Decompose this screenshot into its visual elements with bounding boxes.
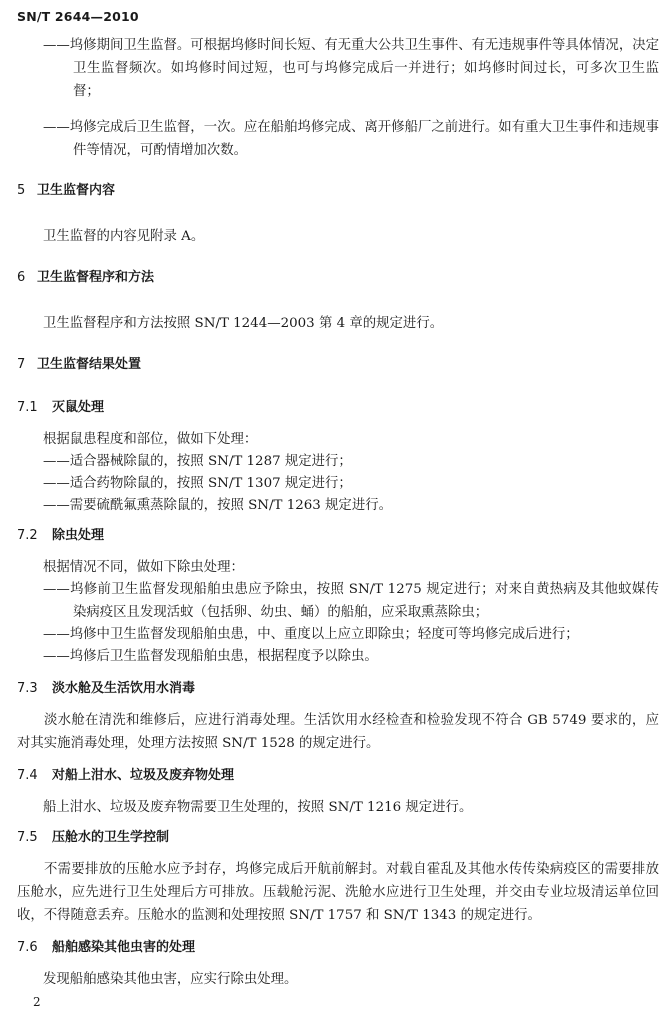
intro-item-1: ——坞修期间卫生监督。可根据坞修时间长短、有无重大公共卫生事件、有无违规事件等具体情况，决定卫生监督频次。如坞修时间过短，也可与坞修完成后一并进行；如坞修时间过长，可多次卫生监督；	[43, 38, 659, 99]
section-title: 除虫处理	[52, 528, 105, 543]
section-7-3-heading	[17, 679, 195, 699]
section-title: 灭鼠处理	[52, 400, 105, 415]
section-7-1-heading	[17, 398, 104, 418]
section-7-1-item-1: ——适合器械除鼠的，按照 SN/T 1287 规定进行；	[43, 454, 352, 469]
section-number: 7.3	[17, 681, 38, 696]
section-number: 7	[17, 357, 26, 372]
section-7-1-item-2: ——适合药物除鼠的，按照 SN/T 1307 规定进行；	[43, 476, 352, 491]
section-title: 卫生监督内容	[37, 183, 116, 198]
section-5-heading	[17, 181, 115, 201]
section-7-4-text: 船上泔水、垃圾及废弃物需要卫生处理的，按照 SN/T 1216 规定进行。	[43, 800, 473, 815]
section-7-heading	[17, 355, 141, 375]
section-7-6-text: 发现船舶感染其他虫害，应实行除虫处理。	[43, 972, 298, 987]
section-6-text: 卫生监督程序和方法按照 SN/T 1244—2003 第 4 章的规定进行。	[43, 316, 444, 331]
section-title: 船舶感染其他虫害的处理	[52, 940, 196, 955]
section-title: 对船上泔水、垃圾及废弃物处理	[52, 768, 235, 783]
section-title: 卫生监督结果处置	[37, 357, 142, 372]
section-number: 7.5	[17, 830, 38, 845]
section-7-2-item-2: ——坞修中卫生监督发现船舶虫患，中、重度以上应立即除虫；轻度可等坞修完成后进行；	[43, 627, 579, 642]
section-number: 7.2	[17, 528, 38, 543]
section-7-2-lead: 根据情况不同，做如下除虫处理：	[43, 560, 244, 575]
section-7-3-text: 淡水舱在清洗和维修后，应进行消毒处理。生活饮用水经检查和检验发现不符合 GB 5749 要求的，应对其实施消毒处理，处理方法按照 SN/T 1528 的规定进行。	[17, 713, 659, 751]
section-7-2-heading	[17, 526, 104, 546]
section-title: 压舱水的卫生学控制	[52, 830, 170, 845]
section-7-1-item-3: ——需要硫酰氟熏蒸除鼠的，按照 SN/T 1263 规定进行。	[43, 498, 392, 513]
section-number: 6	[17, 270, 26, 285]
section-7-1-lead: 根据鼠患程度和部位，做如下处理：	[43, 432, 258, 447]
section-number: 7.1	[17, 400, 38, 415]
section-number: 7.6	[17, 940, 38, 955]
intro-item-2: ——坞修完成后卫生监督，一次。应在船舶坞修完成、离开修船厂之前进行。如有重大卫生事件和违规事件等情况，可酌情增加次数。	[43, 120, 659, 158]
section-5-text: 卫生监督的内容见附录 A。	[43, 229, 205, 244]
section-7-2-item-1: ——坞修前卫生监督发现船舶虫患应予除虫，按照 SN/T 1275 规定进行；对来自黄热病及其他蚊媒传染病疫区且发现活蚊（包括卵、幼虫、蛹）的船舶，应采取熏蒸除虫；	[43, 582, 659, 620]
section-title: 卫生监督程序和方法	[37, 270, 155, 285]
page-number: 2	[33, 995, 41, 1009]
section-7-2-item-3: ——坞修后卫生监督发现船舶虫患，根据程度予以除虫。	[43, 649, 378, 664]
standard-code-header: SN/T 2644—2010	[17, 9, 139, 24]
section-7-4-heading	[17, 766, 234, 786]
section-number: 5	[17, 183, 26, 198]
section-7-5-text: 不需要排放的压舱水应予封存，坞修完成后开航前解封。对载自霍乱及其他水传传染病疫区的需要排放压舱水，应先进行卫生处理后方可排放。压载舱污泥、洗舱水应进行卫生处理，并交由专业垃圾清运单位回收，不得随意丢弃。压舱水的监测和处理按照 SN/T 1757 和 SN/T 1343 的规定进行。	[17, 862, 659, 923]
section-7-6-heading	[17, 938, 195, 958]
section-6-heading	[17, 268, 154, 288]
section-number: 7.4	[17, 768, 38, 783]
section-7-5-heading	[17, 828, 169, 848]
section-title: 淡水舱及生活饮用水消毒	[52, 681, 196, 696]
